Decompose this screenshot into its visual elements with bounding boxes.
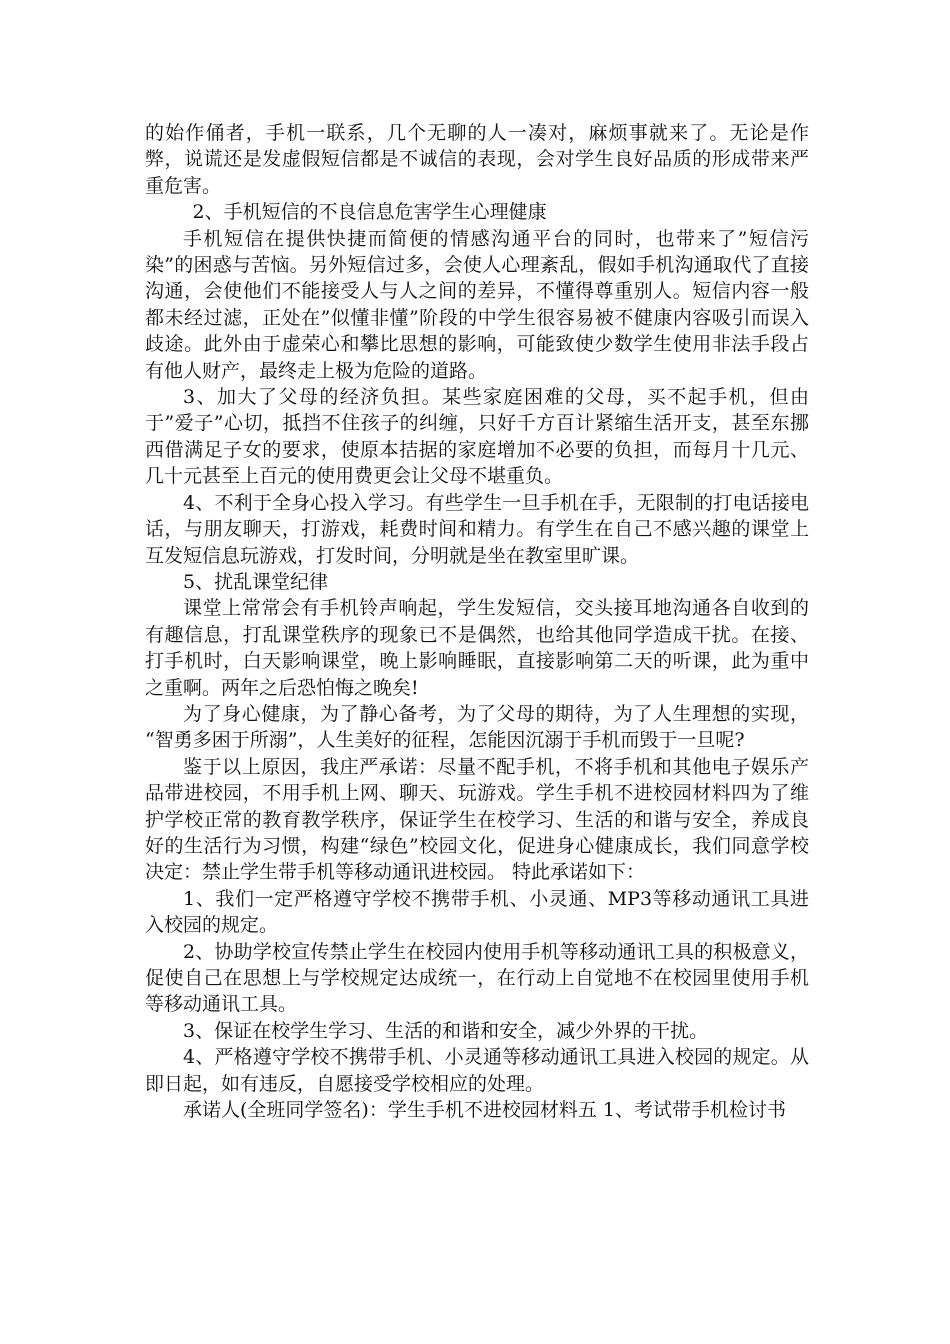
paragraph-sms-pollution: 手机短信在提供快捷而简便的情感沟通平台的同时，也带来了”短信污染”的困惑与苦恼。另外短信过多，会使人心理紊乱，假如手机沟通取代了直接沟通，会使他们不能接受人与人之间的差异，不懂得尊重别人。短信内容一般都未经过滤，正处在”似懂非懂”阶段的中学生很容易被不健康内容吸引而误入歧途。此外由于虚荣心和攀比思想的影响，可能致使少数学生使用非法手段占有他人财产，最终走上极为危险的道路。 xyxy=(145,227,809,382)
paragraph-intro-continued: 的始作俑者，手机一联系，几个无聊的人一凑对，麻烦事就来了。无论是作弊，说谎还是发虚假短信都是不诚信的表现，会对学生良好品质的形成带来严重危害。 xyxy=(145,122,809,197)
document-page xyxy=(145,120,809,1123)
paragraph-motivation: 为了身心健康，为了静心备考，为了父母的期待，为了人生理想的实现， “智勇多困于所溺”，人生美好的征程，怎能因沉溺于手机而毁于一旦呢? xyxy=(145,702,809,752)
paragraph-signature-line: 承诺人(全班同学签名)：学生手机不进校园材料五 1、考试带手机检讨书 xyxy=(183,1099,786,1122)
pledge-item-2: 2、协助学校宣传禁止学生在校园内使用手机等移动通讯工具的积极意义，促使自己在思想上与学校规定达成统一，在行动上自觉地不在校园里使用手机等移动通讯工具。 xyxy=(145,940,809,1016)
paragraph-pledge: 鉴于以上原因，我庄严承诺：尽量不配手机，不将手机和其他电子娱乐产品带进校园，不用手机上网、聊天、玩游戏。学生手机不进校园材料四为了维护学校正常的教育教学秩序，保证学生在校学习、生活的和谐与安全，养成良好的生活行为习惯，构建“绿色”校园文化，促进身心健康成长，我们同意学校决定：禁止学生带手机等移动通讯进校园。 特此承诺如下： xyxy=(145,755,809,884)
section-heading-classroom-discipline: 5、扰乱课堂纪律 xyxy=(183,570,329,593)
pledge-item-1: 1、我们一定严格遵守学校不携带手机、小灵通、MP3等移动通讯工具进入校园的规定。 xyxy=(145,887,809,937)
paragraph-classroom-disruption: 课堂上常常会有手机铃声响起，学生发短信，交头接耳地沟通各自收到的有趣信息，打乱课堂秩序的现象已不是偶然，也给其他同学造成干扰。在接、打手机时，白天影响课堂，晚上影响睡眠，直接影响第二天的听课，此为重中之重啊。两年之后恐怕悔之晚矣! xyxy=(145,597,809,699)
paragraph-economic-burden: 3、加大了父母的经济负担。某些家庭困难的父母，买不起手机，但由于”爱子”心切，抵挡不住孩子的纠缠，只好千方百计紧缩生活开支，甚至东挪西借满足子女的要求，使原本拮据的家庭增加不必要的负担，而每月十几元、几十元甚至上百元的使用费更会让父母不堪重负。 xyxy=(145,386,809,488)
pledge-item-3: 3、保证在校学生学习、生活的和谐和安全，减少外界的干扰。 xyxy=(183,1019,709,1042)
paragraph-study-distraction: 4、不利于全身心投入学习。有些学生一旦手机在手，无限制的打电话接电话，与朋友聊天，打游戏，耗费时间和精力。有学生在自己不感兴趣的课堂上互发短信息玩游戏，打发时间，分明就是坐在教室里旷课。 xyxy=(145,491,809,567)
section-heading-sms-harm: 2、手机短信的不良信息危害学生心理健康 xyxy=(192,201,547,224)
pledge-item-4: 4、严格遵守学校不携带手机、小灵通等移动通讯工具进入校园的规定。从即日起，如有违反，自愿接受学校相应的处理。 xyxy=(145,1046,809,1095)
